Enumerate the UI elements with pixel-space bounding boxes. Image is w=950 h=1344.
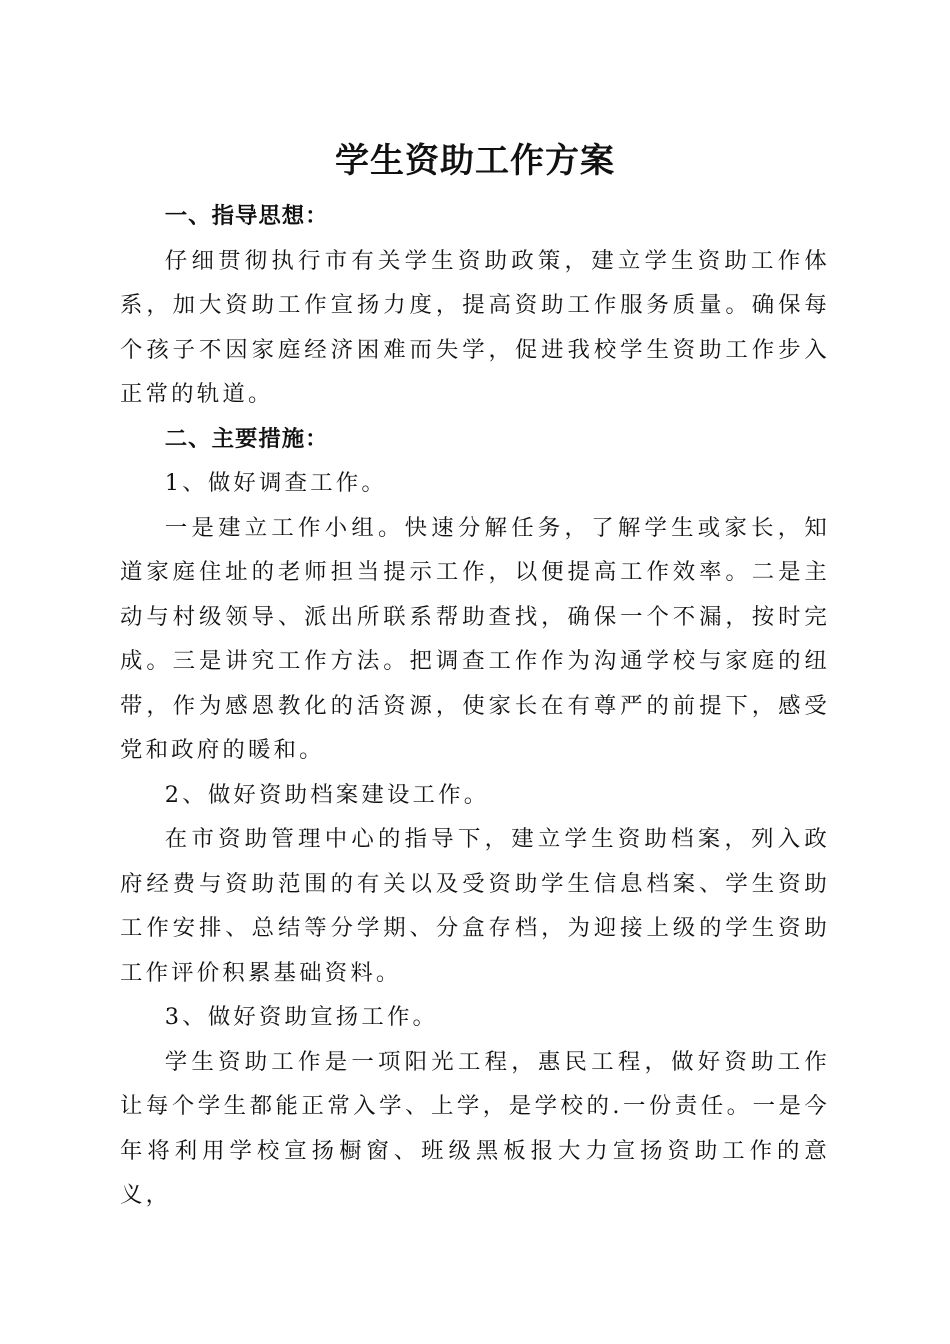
document-title: 学生资助工作方案 bbox=[335, 141, 615, 181]
paragraph-guiding-ideology: 仔细贯彻执行市有关学生资助政策，建立学生资助工作体系，加大资助工作宣扬力度，提高资助工作服务质量。确保每个孩子不因家庭经济困难而失学，促进我校学生资助工作步入正常的轨道。 bbox=[120, 247, 830, 407]
paragraph-publicity: 学生资助工作是一项阳光工程，惠民工程，做好资助工作让每个学生都能正常入学、上学，是学校的.一份责任。一是今年将利用学校宣扬橱窗、班级黑板报大力宣扬资助工作的意义， bbox=[120, 1048, 830, 1208]
section-heading-guiding-ideology: 一、指导思想： bbox=[164, 203, 329, 229]
item-heading-survey: 1、做好调查工作。 bbox=[164, 470, 387, 496]
item-heading-publicity: 3、做好资助宣扬工作。 bbox=[164, 1004, 439, 1030]
item-heading-archives: 2、做好资助档案建设工作。 bbox=[164, 781, 490, 808]
section-heading-main-measures: 二、主要措施： bbox=[164, 425, 329, 452]
paragraph-survey: 一是建立工作小组。快速分解任务，了解学生或家长，知道家庭住址的老师担当提示工作，以便提高工作效率。二是主动与村级领导、派出所联系帮助查找，确保一个不漏，按时完成。三是讲究工作方法。把调查工作作为沟通学校与家庭的纽带，作为感恩教化的活资源，使家长在有尊严的前提下，感受党和政府的暖和。 bbox=[120, 514, 830, 763]
document-page bbox=[120, 134, 830, 1218]
paragraph-archives: 在市资助管理中心的指导下，建立学生资助档案，列入政府经费与资助范围的有关以及受资助学生信息档案、学生资助工作安排、总结等分学期、分盒存档，为迎接上级的学生资助工作评价积累基础资料。 bbox=[120, 826, 830, 986]
